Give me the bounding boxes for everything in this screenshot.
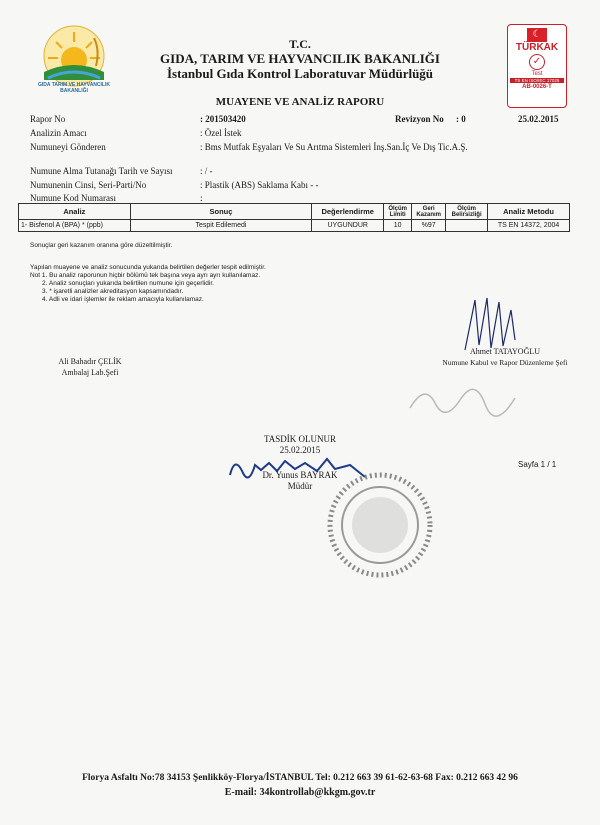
- check-icon: ✓: [529, 54, 545, 70]
- table-header-row: [19, 204, 570, 220]
- col-header-recovery: Geri Kazanım: [412, 204, 446, 220]
- footer-email: E-mail: 34kontrollab@kkgm.gov.tr: [224, 787, 376, 798]
- field-value-sample-code: :: [200, 193, 203, 203]
- note-item: Not 1. Bu analiz raporunun hiçbir bölümü tek başına veya ayrı ayrı kullanılamaz.: [30, 272, 261, 279]
- approval-date: 25.02.2015: [279, 445, 321, 455]
- approval-label: TASDİK OLUNUR: [263, 434, 337, 444]
- director-title: Müdür: [287, 481, 313, 491]
- notes-list: [30, 264, 410, 304]
- footer-address: Florya Asfaltı No:78 34153 Şenlikköy-Florya/İSTANBUL Tel: 0.212 663 39 61-62-63-68 Fax: 0.212 663 42 96: [82, 773, 518, 783]
- faint-signature: [405, 378, 525, 423]
- logo-caption: GIDA TARIM VE HAYVANCILIK BAKANLIĞI: [38, 82, 110, 94]
- right-signer-name: Ahmet TATAYOĞLU: [469, 347, 541, 356]
- col-header-limit: Ölçüm Limiti: [384, 204, 412, 220]
- cell-uncertainty: [446, 220, 488, 232]
- cell-method: TS EN 14372, 2004: [488, 220, 570, 232]
- lab-name: İstanbul Gıda Kontrol Laboratuvar Müdürlüğü: [166, 66, 434, 81]
- field-label-sample-type: Numunenin Cinsi, Seri-Parti/No: [30, 180, 147, 190]
- official-seal: [325, 470, 435, 585]
- cell-limit: 10: [384, 220, 412, 232]
- ministry-name: GIDA, TARIM VE HAYVANCILIK BAKANLIĞI: [160, 51, 440, 66]
- field-value-report-no: : 201503420: [200, 114, 246, 124]
- field-label-sample-code: Numune Kod Numarası: [30, 193, 116, 203]
- left-signer-title: Ambalaj Lab.Şefi: [61, 368, 119, 377]
- note-item: 2. Analiz sonuçları yukarıda belirtilen numune için geçerlidir.: [42, 280, 214, 287]
- report-date: 25.02.2015: [518, 114, 559, 124]
- director-name: Dr. Yunus BAYRAK: [262, 470, 338, 480]
- cell-recovery: %97: [412, 220, 446, 232]
- turkak-standard: TS EN ISO/IEC 17025: [510, 78, 564, 83]
- turkak-test: Test: [531, 71, 543, 77]
- note-item: 4. Adli ve idari işlemler ile reklam amacıyla kullanılamaz.: [42, 296, 204, 303]
- note-item: 3. * işaretli analizler akreditasyon kapsamındadır.: [42, 288, 184, 295]
- field-value-sample-type: : Plastik (ABS) Saklama Kabı - -: [200, 180, 319, 190]
- col-header-result: Sonuç: [130, 204, 312, 220]
- field-value-purpose: : Özel İstek: [200, 128, 242, 138]
- turkak-flag-icon: ☾: [527, 28, 547, 42]
- turkak-name: TÜRKAK: [515, 42, 559, 53]
- col-header-uncertainty: Ölçüm Belirsizliği: [446, 204, 488, 220]
- revision-label: Revizyon No: [395, 114, 444, 124]
- col-header-analysis: Analiz: [19, 204, 131, 220]
- field-label-purpose: Analizin Amacı: [30, 128, 87, 138]
- field-label-report-no: Rapor No: [30, 114, 66, 124]
- field-value-sample-date: : / -: [200, 166, 213, 176]
- cell-evaluation: UYGUNDUR: [312, 220, 384, 232]
- table-footnote: Sonuçlar geri kazanım oranına göre düzeltilmiştir.: [30, 242, 173, 249]
- report-title: MUAYENE VE ANALİZ RAPORU: [215, 96, 385, 108]
- left-signer-name: Ali Bahadır ÇELİK: [58, 357, 122, 366]
- col-header-evaluation: Değerlendirme: [312, 204, 384, 220]
- right-signer-title: Numune Kabul ve Rapor Düzenleme Şefi: [442, 358, 568, 367]
- header-tc: T.C.: [289, 37, 311, 51]
- revision-value: : 0: [456, 114, 466, 124]
- turkak-code: AB-0026-T: [522, 84, 552, 90]
- field-label-sample-date: Numune Alma Tutanağı Tarih ve Sayısı: [30, 166, 173, 176]
- results-table: [18, 203, 570, 232]
- table-row: [19, 220, 570, 232]
- cell-analysis: 1- Bisfenol A (BPA) * (ppb): [19, 220, 131, 232]
- field-value-sender: : Bms Mutfak Eşyaları Ve Su Arıtma Sistemleri İnş.San.İç Ve Dış Tic.A.Ş.: [200, 142, 468, 152]
- note-item: Yapılan muayene ve analiz sonucunda yukarıda belirtilen değerler tespit edilmiştir.: [30, 264, 266, 271]
- col-header-method: Analiz Metodu: [488, 204, 570, 220]
- page-number: Sayfa 1 / 1: [518, 460, 557, 469]
- field-label-sender: Numuneyi Gönderen: [30, 142, 106, 152]
- cell-result: Tespit Edilemedi: [130, 220, 312, 232]
